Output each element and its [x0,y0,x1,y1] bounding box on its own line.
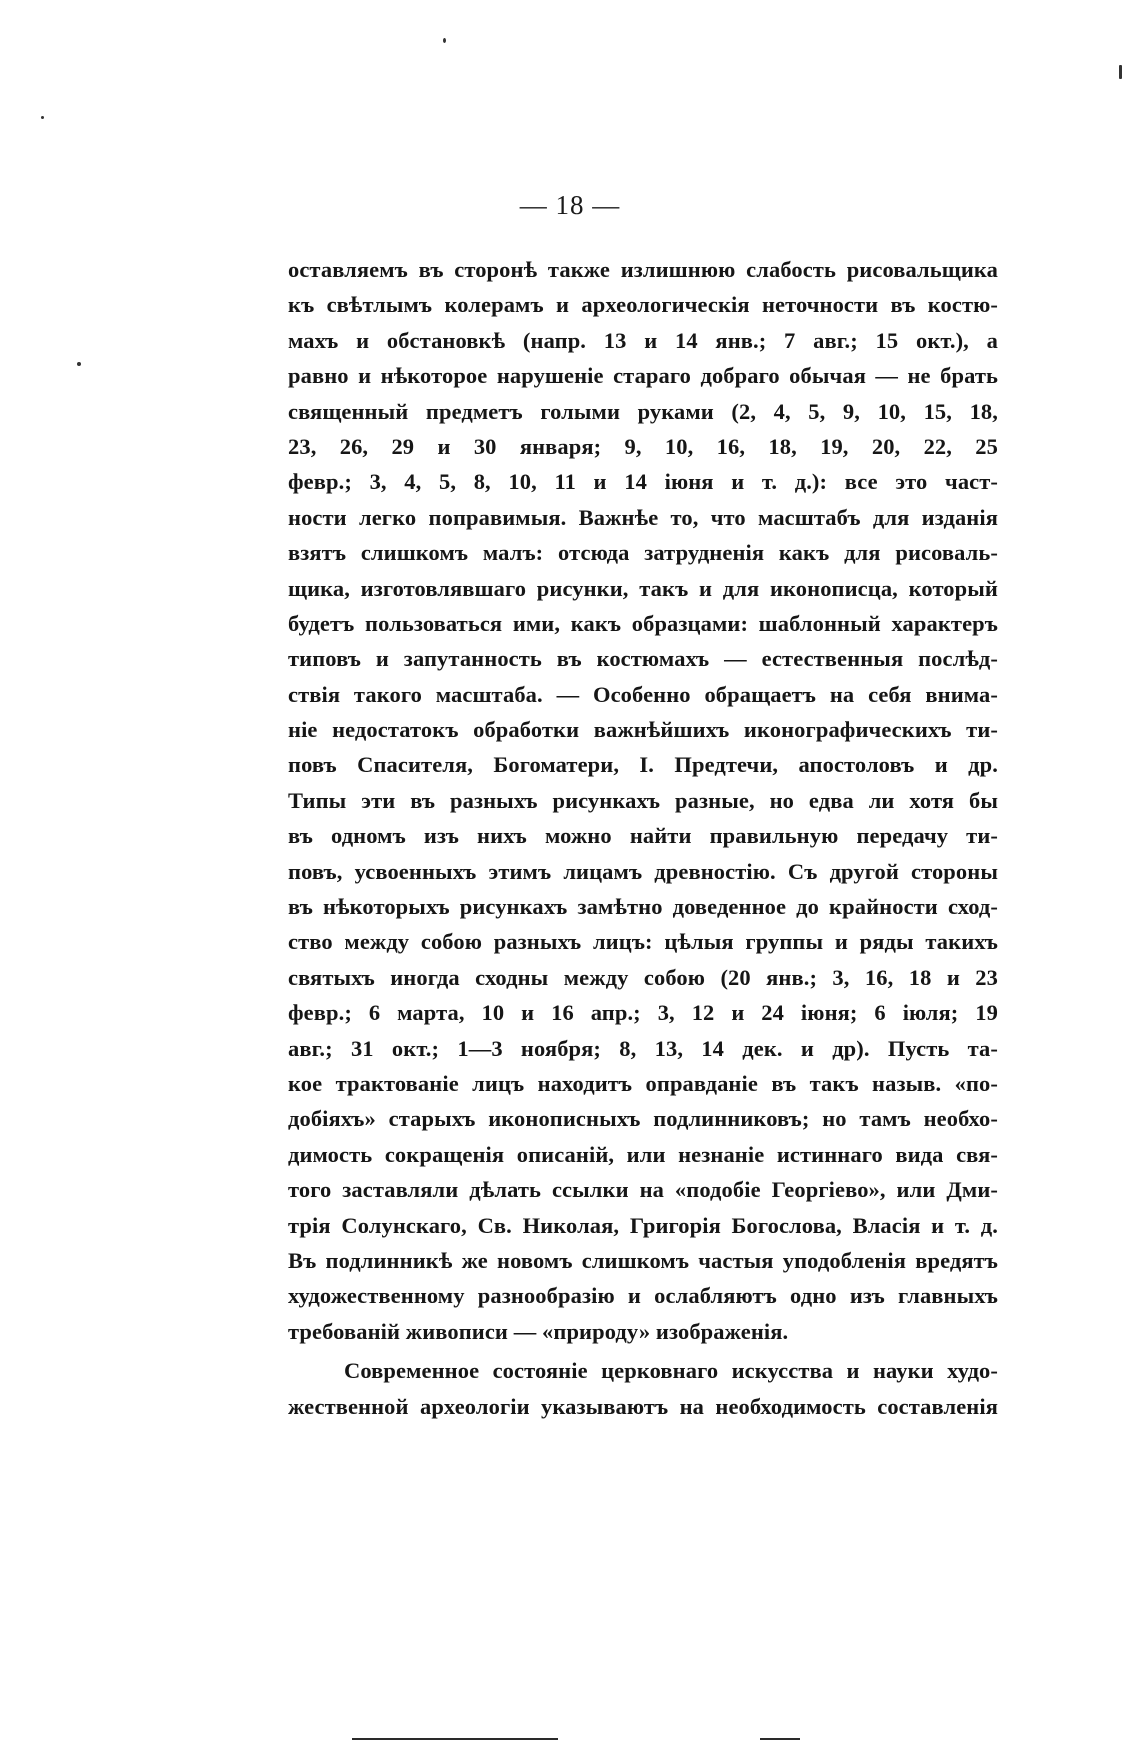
text-line: жественной археологіи указываютъ на необходимость составленія [288,1393,998,1419]
text-line: повъ Спасителя, Богоматери, І. Предтечи, апостоловъ и др. [288,752,998,778]
text-line: Типы эти въ разныхъ рисункахъ разные, но едва ли хотя бы [288,787,998,813]
scan-speck [41,116,44,119]
text-line: махъ и обстановкѣ (напр. 13 и 14 янв.; 7 авг.; 15 окт.), а [288,327,998,353]
text-line: въ одномъ изъ нихъ можно найти правильную передачу ти- [288,823,998,849]
text-line: трія Солунскаго, Св. Николая, Григорія Богослова, Власія и т. д. [288,1212,998,1238]
scan-speck [443,38,446,43]
text-line: того заставляли дѣлать ссылки на «подобіе Георгіево», или Дми- [288,1177,998,1203]
text-line: февр.; 3, 4, 5, 8, 10, 11 и 14 іюня и т. д.): все это част- [288,469,998,495]
body-text [288,252,998,1424]
text-line: святыхъ иногда сходны между собою (20 янв.; 3, 16, 18 и 23 [288,964,998,990]
footer-rule [352,1738,558,1740]
page-number: — 18 — [519,190,621,220]
text-line: ніе недостатокъ обработки важнѣйшихъ иконографическихъ ти- [288,717,998,743]
footer-mark [760,1738,800,1740]
text-line: требованій живописи — «природу» изображенія. [288,1318,789,1344]
text-line: въ нѣкоторыхъ рисункахъ замѣтно доведенное до крайности сход- [288,894,998,920]
scan-speck [77,362,81,366]
text-line: оставляемъ въ сторонѣ также излишнюю слабость рисовальщика [288,257,998,282]
paragraph-1 [288,252,998,1349]
text-line: 23, 26, 29 и 30 января; 9, 10, 16, 18, 19, 20, 22, 25 [288,433,998,459]
text-line: февр.; 6 марта, 10 и 16 апр.; 3, 12 и 24 іюня; 6 іюля; 19 [288,1000,998,1026]
scan-speck [1119,65,1122,79]
text-line: авг.; 31 окт.; 1—3 ноября; 8, 13, 14 дек. и др). Пусть та- [288,1035,998,1061]
text-line: художественному разнообразію и ослабляютъ одно изъ главныхъ [288,1283,998,1309]
text-line: Въ подлинникѣ же новомъ слишкомъ частыя уподобленія вредятъ [288,1247,998,1273]
text-line: ство между собою разныхъ лицъ: цѣлыя группы и ряды такихъ [288,929,998,955]
paragraph-2 [288,1353,998,1424]
text-line: ности легко поправимыя. Важнѣе то, что масштабъ для изданія [288,504,998,530]
text-line: типовъ и запутанность въ костюмахъ — естественныя послѣд- [288,646,998,672]
text-line: Современное состояніе церковнаго искусства и науки худо- [344,1358,998,1384]
text-line: къ свѣтлымъ колерамъ и археологическія неточности въ костю- [288,292,998,318]
text-line: щика, изготовлявшаго рисунки, такъ и для иконописца, который [288,575,998,601]
text-line: добіяхъ» старыхъ иконописныхъ подлинниковъ; но тамъ необхо- [288,1106,998,1132]
text-line: равно и нѣкоторое нарушеніе стараго добраго обычая — не брать [288,363,998,389]
text-line: ствія такого масштаба. — Особенно обращаетъ на себя внима- [288,681,998,707]
text-line: кое трактованіе лицъ находитъ оправданіе въ такъ назыв. «по- [288,1070,998,1096]
text-line: димость сокращенія описаній, или незнаніе истиннаго вида свя- [288,1141,998,1167]
text-line: будетъ пользоваться ими, какъ образцами: шаблонный характеръ [288,610,998,636]
text-line: повъ, усвоенныхъ этимъ лицамъ древностію. Съ другой стороны [288,858,998,884]
text-line: священный предметъ голыми руками (2, 4, 5, 9, 10, 15, 18, [288,398,998,424]
text-line: взятъ слишкомъ малъ: отсюда затрудненія какъ для рисоваль- [288,540,998,566]
